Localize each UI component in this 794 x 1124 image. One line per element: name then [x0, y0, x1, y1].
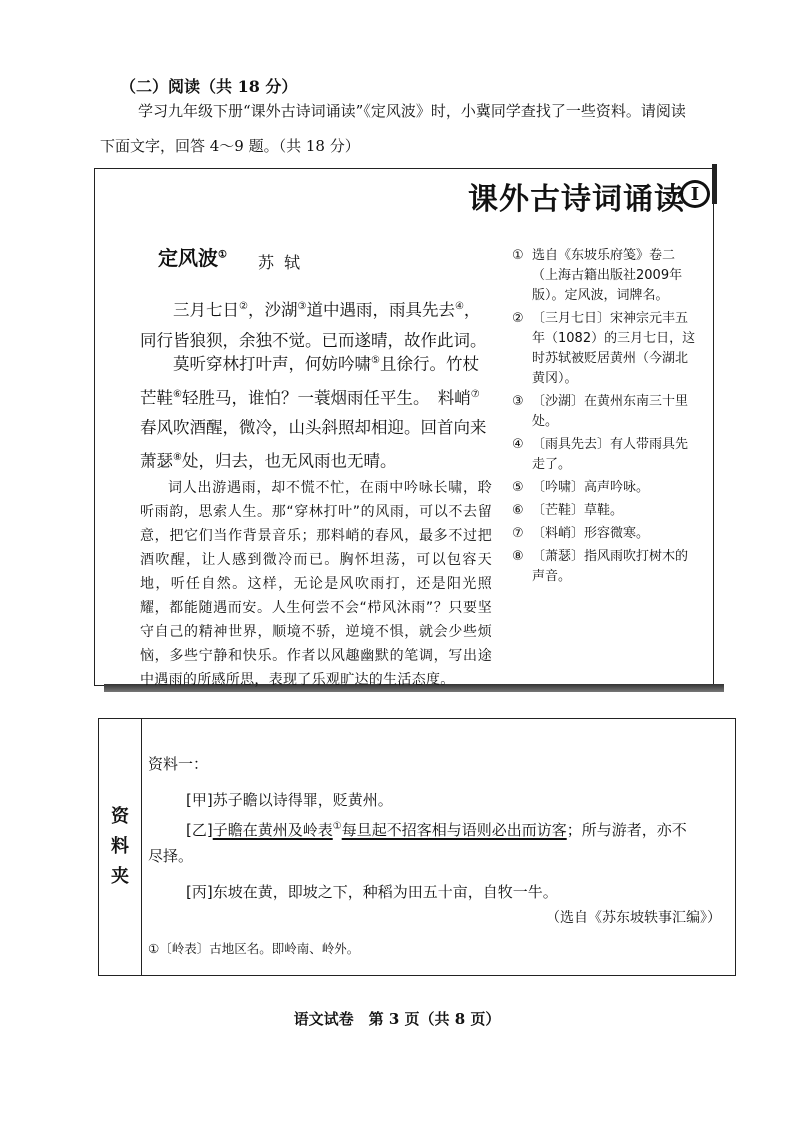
page-footer: 语文试卷 第 3 页（共 8 页） — [293, 1010, 501, 1028]
intro-line-1: 学习九年级下册“课外古诗词诵读”《定风波》时，小冀同学查找了一些资料。请阅读 — [138, 102, 686, 120]
section-number-icon: Ⅰ — [680, 180, 710, 208]
intro-line-2: 下面文字，回答 4～9 题。（共 18 分） — [100, 137, 360, 155]
note-item: ① 选自《东坡乐府笺》卷二（上海古籍出版社2009年版）。定风波，词牌名。 — [512, 248, 683, 303]
section-title: （二）阅读（共 18 分） — [120, 77, 298, 96]
poem-notes — [512, 246, 698, 590]
note-item: ④ 〔雨具先去〕有人带雨具先走了。 — [512, 437, 689, 472]
note-item: ② 〔三月七日〕宋神宗元丰五年（1082）的三月七日，这时苏轼被贬居黄州（今湖北黄冈）。 — [512, 311, 696, 386]
banner-title: 课外古诗词诵读 — [468, 182, 685, 217]
poem-box-corner-shadow — [712, 164, 717, 204]
poem-title-note: ① — [218, 249, 227, 261]
poem-title: 定风波① — [158, 246, 227, 270]
note-item: ⑥ 〔芒鞋〕草鞋。 — [512, 503, 624, 518]
materials-title: 资料一： — [148, 755, 209, 773]
note-item: ③ 〔沙湖〕在黄州东南三十里处。 — [512, 394, 689, 429]
materials-content — [142, 719, 735, 975]
materials-source: （选自《苏东坡轶事汇编》） — [546, 910, 721, 926]
note-item: ⑧ 〔萧瑟〕指风雨吹打树木的声音。 — [512, 549, 689, 584]
material-yi-cont: 尽择。 — [148, 847, 194, 865]
materials-box — [98, 718, 736, 976]
material-jia: [甲]苏子瞻以诗得罪，贬黄州。 — [186, 791, 393, 809]
material-bing: [丙]东坡在黄，即坡之下，种稻为田五十亩，自牧一牛。 — [186, 883, 558, 901]
poem-body: 莫听穿林打叶声，何妨吟啸⑤且徐行。竹杖芒鞋⑥轻胜马，谁怕？一蓑烟雨任平生。 料峭⑦春风吹酒醒，微冷，山头斜照却相迎。回首向来萧瑟⑧处，归去，也无风雨也无晴。 — [140, 354, 487, 471]
material-yi: [乙]子瞻在黄州及岭表①每旦起不招客相与语则必出而访客；所与游者，亦不 — [186, 821, 687, 839]
note-item: ⑦ 〔料峭〕形容微寒。 — [512, 526, 650, 541]
materials-label: 资 料 夹 — [99, 719, 142, 975]
note-item: ⑤ 〔吟啸〕高声吟咏。 — [512, 480, 650, 495]
poem-author: 苏轼 — [258, 253, 311, 272]
poem-commentary: 词人出游遇雨，却不慌不忙，在雨中吟咏长啸，聆听雨韵，思索人生。那“穿林打叶”的风雨，可以不去留意，把它们当作背景音乐；那料峭的春风，最多不过把酒吹醒，让人感到微冷而已。胸怀坦荡，可以包容天地，听任自然。这样，无论是风吹雨打，还是阳光照耀，都能随遇而安。人生何尝不会“栉风沐雨”？只要坚守自己的精神世界，顺境不骄，逆境不惧，就会少些烦恼，多些宁静和快乐。作者以风趣幽默的笔调，写出途中遇雨的所感所思，表现了乐观旷达的生活态度。 — [140, 480, 492, 688]
materials-note: ①〔岭表〕古地区名。即岭南、岭外。 — [148, 941, 360, 956]
poem-preface: 三月七日②，沙湖③道中遇雨，雨具先去④，同行皆狼狈，余独不觉。已而遂晴，故作此词。 — [140, 300, 487, 350]
